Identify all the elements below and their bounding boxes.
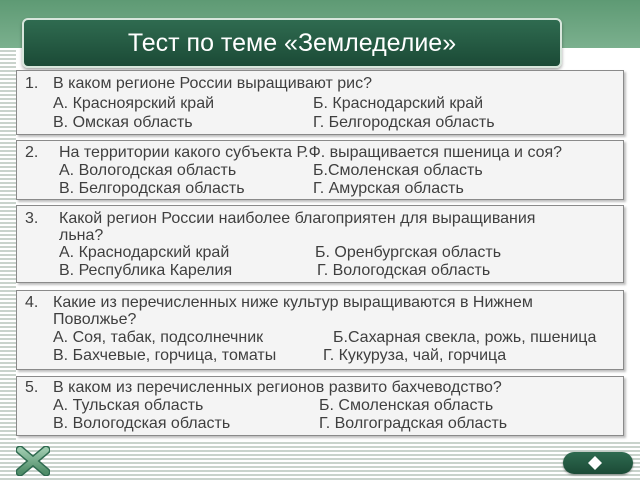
left-stripe-decoration [0,48,16,480]
option-a: А. Соя, табак, подсолнечник [53,329,264,346]
option-c: В. Белгородская область [59,180,245,197]
option-b: Б. Смоленская область [319,397,494,414]
question-number: 5. [25,379,39,396]
option-c: В. Бахчевые, горчица, томаты [53,347,277,364]
close-x-icon[interactable] [16,446,50,476]
bottom-stripe-decoration [0,440,640,480]
question-2-box [16,140,624,200]
option-d: Г. Амурская область [313,180,464,197]
question-3-box [16,205,624,283]
question-number: 3. [25,210,39,227]
option-d: Г. Кукуруза, чай, горчица [323,347,507,364]
option-b: Б.Смоленская область [313,162,483,179]
question-number: 4. [25,294,39,311]
question-1-box [16,70,624,135]
question-number: 2. [25,144,39,161]
question-number: 1. [25,75,39,92]
question-text-line-2: льна? [59,227,104,244]
option-d: Г. Вологодская область [317,262,491,279]
option-a: А. Краснодарский край [59,244,230,261]
option-d: Г. Белгородская область [313,114,495,131]
option-b: Б. Краснодарский край [313,95,484,112]
option-b: Б. Оренбургская область [315,244,502,261]
question-text-line-1: Какой регион России наиболее благоприятен для выращивания [59,210,536,227]
option-a: А. Вологодская область [59,162,237,179]
slide-title: Тест по теме «Земледелие» [22,18,562,68]
option-c: В. Омская область [53,114,193,131]
question-text-line-1: Какие из перечисленных ниже культур выращиваются в Нижнем [53,294,533,311]
option-d: Г. Волгоградская область [319,415,508,432]
question-text: На территории какого субъекта Р.Ф. выращивается пшеница и соя? [59,144,563,161]
question-4-box [16,290,624,370]
question-text: В каком из перечисленных регионов развито бахчеводство? [53,379,502,396]
question-text-line-2: Поволжье? [53,311,137,328]
option-a: А. Красноярский край [53,95,215,112]
question-text: В каком регионе России выращивают рис? [53,75,372,92]
option-c: В. Республика Карелия [59,262,233,279]
option-a: А. Тульская область [53,397,204,414]
diamond-next-icon [587,455,603,471]
question-5-box [16,376,624,436]
option-b: Б.Сахарная свекла, рожь, пшеница [333,329,597,346]
option-c: В. Вологодская область [53,415,231,432]
